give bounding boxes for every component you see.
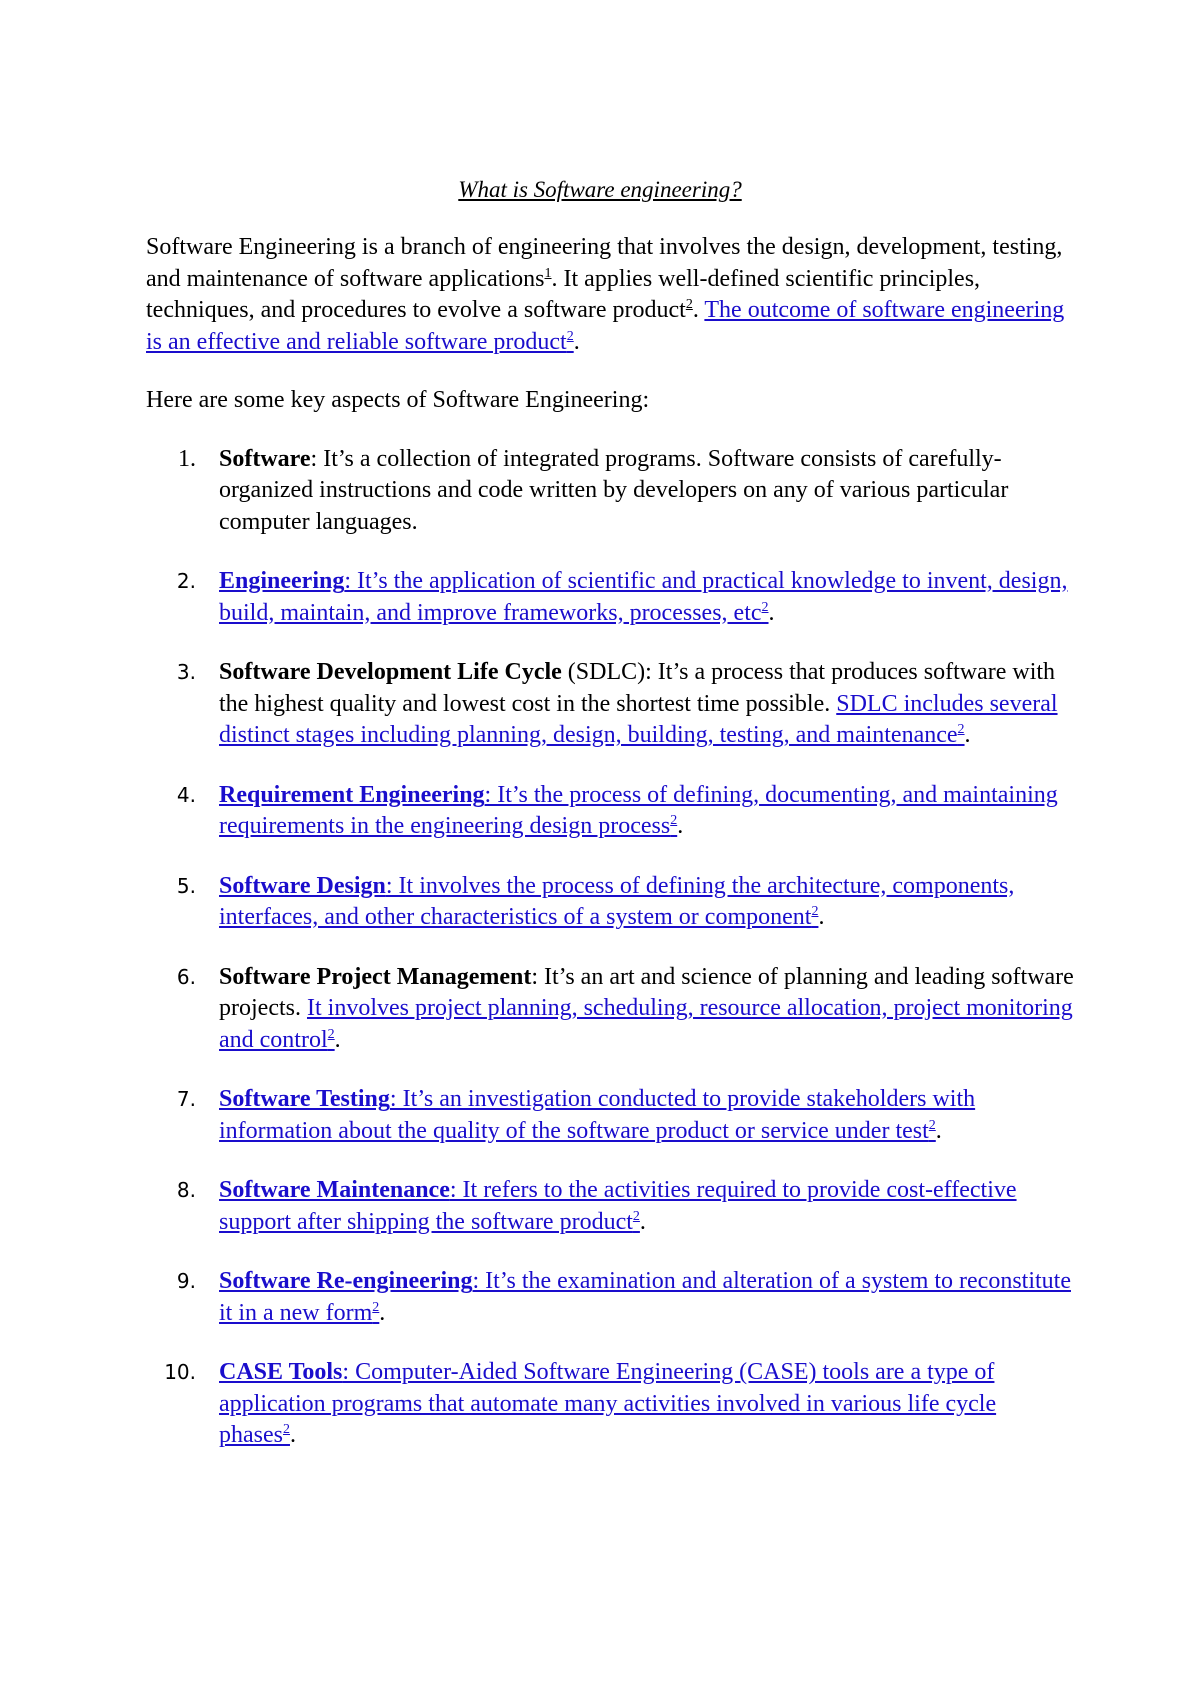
footnote-ref[interactable]: 2 [811, 904, 819, 919]
item-link-text: : It’s an investigation conducted to provide stakeholders with information about the quality of the software product or service under test [219, 1086, 976, 1144]
list-item [146, 871, 1076, 934]
item-link-text: : It involves the process of defining the architecture, components, interfaces, and other characteristics of a system or component [219, 872, 1015, 930]
list-item [146, 1357, 1076, 1452]
footnote-ref[interactable]: 2 [957, 722, 965, 737]
term-software-reengineering: Software Re-engineering [219, 1268, 473, 1294]
footnote-ref[interactable]: 2 [670, 813, 678, 828]
term-project-management: Software Project Management [219, 963, 532, 990]
item-end: . [818, 904, 825, 930]
document-title: What is Software engineering? [458, 177, 742, 202]
item-link-text: : It’s the application of scientific and practical knowledge to invent, design, build, maintain, and improve frameworks, processes, etc [219, 568, 1068, 626]
item-body: : It’s an art and science of planning and leading software projects. [219, 963, 1074, 1021]
footnote-ref-2[interactable]: 2 [685, 297, 693, 312]
list-number: 7. [176, 1087, 196, 1111]
item-link[interactable] [219, 1359, 996, 1448]
footnote-ref[interactable]: 2 [372, 1299, 380, 1315]
list-item [146, 566, 1076, 629]
footnote-ref[interactable]: 2 [282, 1422, 290, 1437]
item-body: : It’s a collection of integrated programs. Software consists of carefully-organized instructions and code written by developers on any of various particular computer languages. [219, 445, 1009, 535]
list-number: 1. [178, 445, 196, 472]
term-case-tools: CASE Tools [219, 1359, 343, 1385]
footnote-ref[interactable]: 2 [761, 599, 769, 615]
term-software: Software [219, 445, 311, 472]
list-item [146, 780, 1076, 843]
document-body [146, 232, 1076, 1480]
footnote-ref[interactable]: 2 [327, 1026, 335, 1042]
intro-link-text: The outcome of software engineering is an effective and reliable software product [146, 297, 1065, 355]
item-link[interactable] [219, 568, 1067, 626]
item-link[interactable] [219, 1268, 1071, 1326]
term-sdlc: Software Development Life Cycle [219, 659, 562, 685]
list-item [146, 444, 1076, 539]
item-link-text: : Computer-Aided Software Engineering (CASE) tools are a type of application programs that automate many activities involved in various life cycle phases [219, 1359, 997, 1448]
list-number: 3. [176, 660, 196, 684]
item-end: . [289, 1422, 296, 1448]
term-engineering: Engineering [219, 568, 345, 594]
item-link[interactable] [219, 873, 1014, 931]
intro-paragraph [146, 232, 1076, 358]
item-link-text: It involves project planning, scheduling, resource allocation, project monitoring and control [219, 995, 1073, 1053]
item-link-text: : It refers to the activities required to provide cost-effective support after shipping the software product [219, 1177, 1017, 1235]
list-number: 10. [164, 1360, 196, 1384]
item-body: : It’s a process that produces software with the highest quality and lowest cost in the shortest time possible. [219, 659, 1056, 717]
list-number: 6. [176, 964, 196, 989]
term-software-maintenance: Software Maintenance [219, 1177, 450, 1203]
term-software-design: Software Design [219, 872, 386, 899]
list-number: 8. [176, 1178, 196, 1202]
list-number: 9. [176, 1269, 196, 1293]
intro-end: . [573, 328, 580, 355]
term-tail: (SDLC) [561, 659, 646, 685]
intro-text-3: . [692, 297, 705, 323]
aspects-list [146, 444, 1076, 1452]
item-end: . [964, 722, 971, 748]
list-item [146, 657, 1076, 752]
footnote-ref[interactable]: 2 [928, 1117, 936, 1133]
list-item [146, 962, 1076, 1057]
item-end: . [677, 813, 684, 839]
item-link[interactable] [219, 1177, 1017, 1235]
list-item [146, 1266, 1076, 1329]
footnote-ref[interactable]: 2 [632, 1208, 640, 1224]
item-end: . [768, 599, 775, 626]
item-link[interactable] [219, 995, 1073, 1053]
term-requirement-engineering: Requirement Engineering [219, 781, 485, 808]
term-software-testing: Software Testing [219, 1086, 390, 1112]
list-number: 4. [176, 782, 196, 807]
intro-text-1: Software Engineering is a branch of engineering that involves the design, development, testing, and maintenance of software applications [146, 234, 1063, 292]
item-end: . [379, 1299, 386, 1326]
item-end: . [334, 1026, 341, 1053]
item-link-text: : It’s the process of defining, documenting, and maintaining requirements in the engineering design process [219, 781, 1058, 839]
item-link-text: : It’s the examination and alteration of a system to reconstitute it in a new form [219, 1268, 1071, 1326]
list-number: 5. [176, 873, 196, 898]
lead-paragraph: Here are some key aspects of Software Engineering: [146, 387, 650, 413]
footnote-ref-1[interactable]: 1 [544, 265, 552, 281]
list-number: 2. [176, 569, 196, 593]
footnote-ref-3[interactable]: 2 [566, 328, 574, 344]
item-end: . [935, 1117, 942, 1144]
list-item [146, 1084, 1076, 1147]
list-item [146, 1175, 1076, 1238]
item-link-text: SDLC includes several distinct stages including planning, design, building, testing, and maintenance [219, 690, 1058, 748]
item-link[interactable] [219, 782, 1058, 840]
item-link[interactable] [219, 1086, 975, 1144]
item-end: . [639, 1208, 646, 1235]
intro-text-2: . It applies well-defined scientific principles, techniques, and procedures to evolve a software product [146, 265, 981, 323]
